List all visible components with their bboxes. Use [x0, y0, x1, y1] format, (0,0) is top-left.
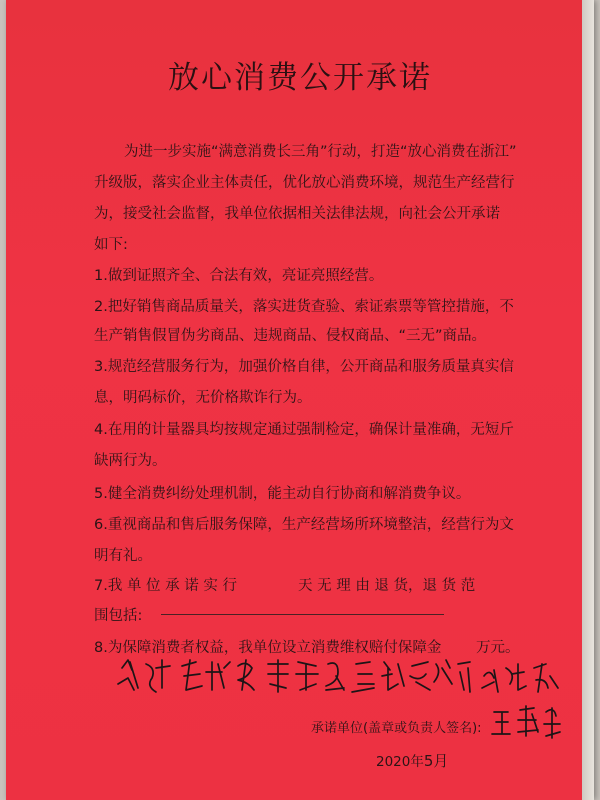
item-3-line-2: 息，明码标价，无价格欺诈行为。 — [94, 390, 312, 406]
handwritten-name-1 — [482, 664, 558, 692]
pledge-sheet — [6, 0, 594, 800]
item-7-blank-line — [161, 614, 444, 615]
document-title: 放心消费公开承诺 — [168, 60, 432, 96]
intro-line-1: 为进一步实施“满意消费长三角”行动，打造“放心消费在浙江” — [124, 144, 517, 160]
item-7-part-3: 围包括: — [94, 608, 143, 624]
handwritten-unit-name — [118, 660, 470, 692]
item-2-line-1: 2.把好销售商品质量关，落实进货查验、索证索票等管控措施，不 — [94, 299, 514, 315]
item-2-line-2: 生产销售假冒伪劣商品、违规商品、侵权商品、“三无”商品。 — [94, 328, 487, 344]
date-month: 5月 — [423, 752, 449, 770]
item-6-line-1: 6.重视商品和售后服务保障，生产经营场所环境整洁，经营行为文 — [94, 517, 514, 533]
item-3-line-1: 3.规范经营服务行为，加强价格自律，公开商品和服务质量真实信 — [94, 359, 514, 375]
item-8-unit: 万元。 — [476, 640, 520, 656]
handwritten-name-2 — [492, 706, 560, 738]
item-6-line-2: 明有礼。 — [94, 548, 152, 564]
item-7-part-2: 天 无 理 由 退 货，退 货 范 — [298, 578, 476, 594]
item-5-line-1: 5.健全消费纠纷处理机制，能主动自行协商和解消费争议。 — [94, 486, 471, 502]
item-7-part-1: 7.我 单 位 承 诺 实 行 — [94, 578, 237, 594]
intro-line-4: 如下: — [94, 237, 128, 253]
item-8-text: 8.为保障消费者权益，我单位设立消费维权赔付保障金 — [94, 640, 442, 656]
intro-line-2: 升级版，落实企业主体责任，优化放心消费环境，规范生产经营行 — [94, 175, 515, 191]
item-1-line-1: 1.做到证照齐全、合法有效，亮证亮照经营。 — [94, 268, 384, 284]
pledger-label: 承诺单位(盖章或负责人签名): — [311, 721, 482, 736]
item-4-line-2: 缺两行为。 — [94, 453, 167, 469]
item-4-line-1: 4.在用的计量器具均按规定通过强制检定，确保计量准确，无短斤 — [94, 422, 514, 438]
paper-edge — [582, 0, 594, 800]
intro-line-3: 为，接受社会监督，我单位依据相关法律法规，向社会公开承诺 — [94, 206, 500, 222]
date — [376, 750, 448, 771]
date-year: 2020年 — [376, 754, 424, 770]
